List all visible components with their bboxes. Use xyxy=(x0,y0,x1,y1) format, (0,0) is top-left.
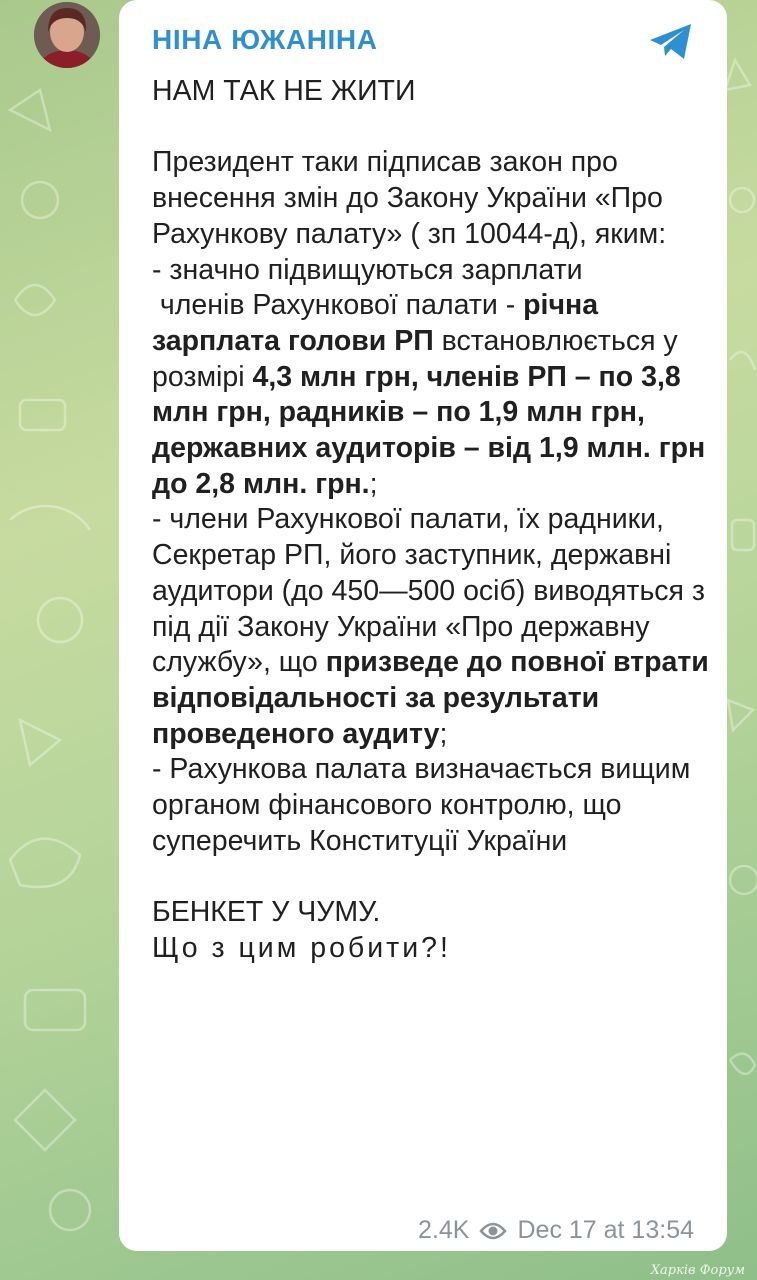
message-meta xyxy=(418,1216,694,1245)
list-item-salaries xyxy=(152,253,712,503)
timestamp: Dec 17 at 13:54 xyxy=(517,1216,694,1244)
item2-bold: призведе до повної втрати відповідальності за результати проведеного аудиту xyxy=(152,646,717,750)
author-name[interactable]: НІНА ЮЖАНІНА xyxy=(152,24,378,55)
view-count: 2.4K xyxy=(418,1216,470,1244)
item2-text: - члени Рахункової палати, їх радники, Секретар РП, його заступник, державні аудитори (до 450—500 осіб) виводяться з під дії Закону України «Про державну службу», що xyxy=(152,503,713,679)
post-title: НАМ ТАК НЕ ЖИТИ xyxy=(152,75,416,107)
telegram-icon xyxy=(648,22,694,62)
item1-end: ; xyxy=(369,467,378,500)
item1-bold-b: 4,3 млн грн, членів РП – по 3,8 млн грн, радників – по 1,9 млн грн, державних аудиторів – від 1,9 млн. грн до 2,8 млн. грн. xyxy=(152,360,714,500)
item1-text-b: членів Рахункової палати - xyxy=(152,289,524,322)
list-item-civil-service xyxy=(152,502,717,752)
author-avatar[interactable] xyxy=(34,2,100,68)
eye-icon xyxy=(479,1221,507,1241)
list-item-constitution: - Рахункова палата визначається вищим органом фінансового контролю, що суперечить Конституції України xyxy=(152,753,699,857)
message-text xyxy=(152,74,717,967)
item2-end: ; xyxy=(439,717,448,750)
item1-bold-a: річна зарплата голови РП xyxy=(152,289,606,357)
item1-text-c: встановлюється у розмірі xyxy=(152,324,686,393)
watermark: Харків Форум xyxy=(650,1263,745,1278)
message-bubble xyxy=(119,0,727,1251)
item1-text-a: - значно підвищуються зарплати xyxy=(152,253,583,286)
closing-line-1: БЕНКЕТ У ЧУМУ. xyxy=(152,896,381,929)
post-intro: Президент таки підписав закон про внесення змін до Закону України «Про Рахункову палату» ( зп 10044-д), яким: xyxy=(152,146,671,250)
closing-line-2: Що з цим робити?! xyxy=(152,931,451,964)
avatar-photo-icon xyxy=(34,2,100,68)
